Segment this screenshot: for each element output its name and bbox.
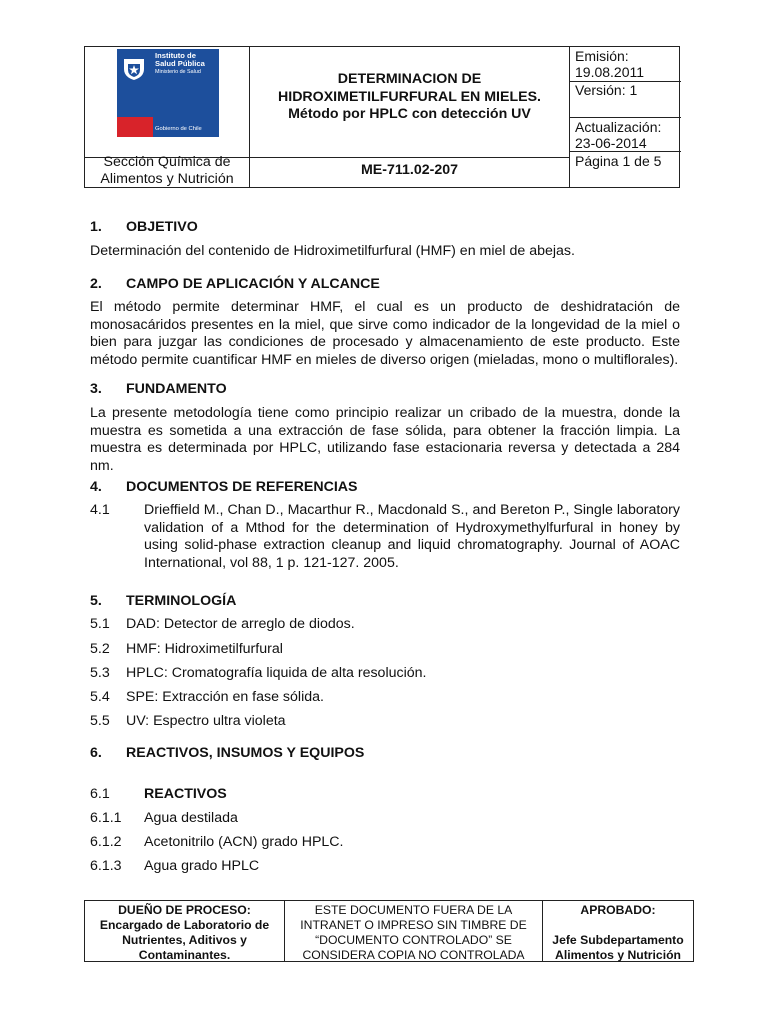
reference-text: Drieffield M., Chan D., Macarthur R., Macdonald S., and Bereton P., Single laboratory validation of a Mthod for the determination of Hydroxymethylfurfural in honey by using solid-phase extraction cleanup and liquid chromatography. Journal of AOAC International, vol 88, 1 p. 121-127. 2005. xyxy=(144,502,680,571)
section-heading-6 xyxy=(90,745,364,763)
control-notice-cell xyxy=(285,901,543,961)
list-item xyxy=(90,616,355,634)
list-item-text: HPLC: Cromatografía liquida de alta resolución. xyxy=(126,665,427,681)
process-owner-line: Encargado de Laboratorio de xyxy=(99,918,270,932)
title-line-1: DETERMINACION DE xyxy=(337,71,482,87)
update-info xyxy=(575,119,661,151)
section-number: 5. xyxy=(90,593,102,609)
subsection-number: 6.1 xyxy=(90,786,110,802)
control-notice-line: “DOCUMENTO CONTROLADO” SE xyxy=(315,933,512,947)
section-3-text: La presente metodología tiene como principio realizar un cribado de la muestra, donde la muestra es sometida a una extracción de fase sólida, para obtener la fracción limpia. La muestra es determinada por HPLC, utilizando fase estacionaria reversa y detectada a 284 nm. xyxy=(90,405,680,474)
list-item-text: DAD: Detector de arreglo de diodos. xyxy=(126,616,355,632)
section-title: REACTIVOS, INSUMOS Y EQUIPOS xyxy=(126,745,365,761)
header-divider xyxy=(569,117,681,118)
list-item-text: UV: Espectro ultra violeta xyxy=(126,713,286,729)
reference-number: 4.1 xyxy=(90,502,110,518)
list-item xyxy=(90,665,426,683)
section-heading-5 xyxy=(90,593,236,611)
section-number: 3. xyxy=(90,381,102,397)
logo-line-3: Ministerio de Salud xyxy=(155,69,201,75)
page-number: Página 1 de 5 xyxy=(575,153,662,169)
list-item-number: 5.2 xyxy=(90,641,110,657)
footer-table xyxy=(84,900,694,962)
approved-label: APROBADO: xyxy=(580,903,656,917)
emission-label: Emisión: xyxy=(575,48,629,64)
list-item xyxy=(90,858,259,876)
section-heading-1 xyxy=(90,219,198,237)
list-item-text: Agua grado HPLC xyxy=(144,858,260,874)
list-item-number: 6.1.1 xyxy=(90,810,122,826)
header-divider xyxy=(569,151,681,152)
section-heading-3 xyxy=(90,381,227,399)
list-item xyxy=(90,713,286,731)
control-notice-line: ESTE DOCUMENTO FUERA DE LA xyxy=(314,903,513,917)
list-item-number: 5.1 xyxy=(90,616,110,632)
section-line-2: Alimentos y Nutrición xyxy=(100,171,234,187)
process-owner-line: Contaminantes. xyxy=(138,948,231,962)
section-2-text: El método permite determinar HMF, el cual es un producto de deshidratación de monosacáridos presentes en la miel, que sirve como indicador de la longevidad de la miel o bien para juzgar las condiciones de procesado y almacenamiento de este producto. Este método permite cuantificar HMF en mieles de diverso origen (mieladas, mono o multiflorales). xyxy=(90,299,680,368)
document-code: ME-711.02-207 xyxy=(360,162,458,178)
list-item-text: Acetonitrilo (ACN) grado HPLC. xyxy=(144,834,344,850)
approved-cell xyxy=(543,901,693,961)
list-item-number: 5.3 xyxy=(90,665,110,681)
update-date: 23-06-2014 xyxy=(575,135,647,151)
subsection-title: REACTIVOS xyxy=(144,786,227,802)
list-item xyxy=(90,689,324,707)
list-item xyxy=(90,834,343,852)
shield-icon xyxy=(121,55,147,81)
emission-date: 19.08.2011 xyxy=(575,64,645,80)
header-table xyxy=(84,46,680,188)
process-owner-line: Nutrientes, Aditivos y xyxy=(122,933,247,947)
section-title: FUNDAMENTO xyxy=(126,381,227,397)
process-owner-label: DUEÑO DE PROCESO: xyxy=(118,903,251,917)
section-title: DOCUMENTOS DE REFERENCIAS xyxy=(126,479,358,495)
version-label: Versión: 1 xyxy=(575,82,638,98)
section-number: 4. xyxy=(90,479,102,495)
institute-logo xyxy=(117,49,219,137)
title-line-2: HIDROXIMETILFURFURAL EN MIELES. xyxy=(278,88,541,105)
logo-line-2: Salud Pública xyxy=(155,59,205,68)
section-title: OBJETIVO xyxy=(126,219,198,235)
section-number: 2. xyxy=(90,276,102,292)
list-item-text: HMF: Hidroximetilfurfural xyxy=(126,641,283,657)
list-item-number: 5.4 xyxy=(90,689,110,705)
section-title: CAMPO DE APLICACIÓN Y ALCANCE xyxy=(126,276,380,292)
list-item-text: SPE: Extracción en fase sólida. xyxy=(126,689,324,705)
list-item xyxy=(90,641,283,659)
section-line-1: Sección Química de xyxy=(103,154,231,170)
list-item xyxy=(90,810,238,828)
section-heading-4 xyxy=(90,479,358,497)
title-line-3: Método por HPLC con detección UV xyxy=(288,106,531,122)
logo-line-1: Instituto de xyxy=(155,51,196,60)
logo-bottom-text: Gobierno de Chile xyxy=(155,126,202,132)
section-1-text: Determinación del contenido de Hidroximetilfurfural (HMF) en miel de abejas. xyxy=(90,243,575,259)
approver-line: Alimentos y Nutrición xyxy=(555,948,681,962)
section-name xyxy=(85,154,249,188)
list-item-number: 5.5 xyxy=(90,713,110,729)
section-number: 1. xyxy=(90,219,102,235)
update-label: Actualización: xyxy=(575,119,662,135)
control-notice-line: INTRANET O IMPRESO SIN TIMBRE DE xyxy=(300,918,527,932)
section-number: 6. xyxy=(90,745,102,761)
subsection-heading xyxy=(90,786,227,804)
approver-line: Jefe Subdepartamento xyxy=(552,933,684,947)
section-title: TERMINOLOGÍA xyxy=(126,593,237,609)
emission-info xyxy=(575,48,644,80)
list-item-text: Agua destilada xyxy=(144,810,238,826)
control-notice-line: CONSIDERA COPIA NO CONTROLADA xyxy=(302,948,525,962)
section-heading-2 xyxy=(90,276,380,294)
document-title xyxy=(250,71,569,124)
list-item-number: 6.1.3 xyxy=(90,858,122,874)
process-owner-cell xyxy=(85,901,285,961)
list-item-number: 6.1.2 xyxy=(90,834,122,850)
